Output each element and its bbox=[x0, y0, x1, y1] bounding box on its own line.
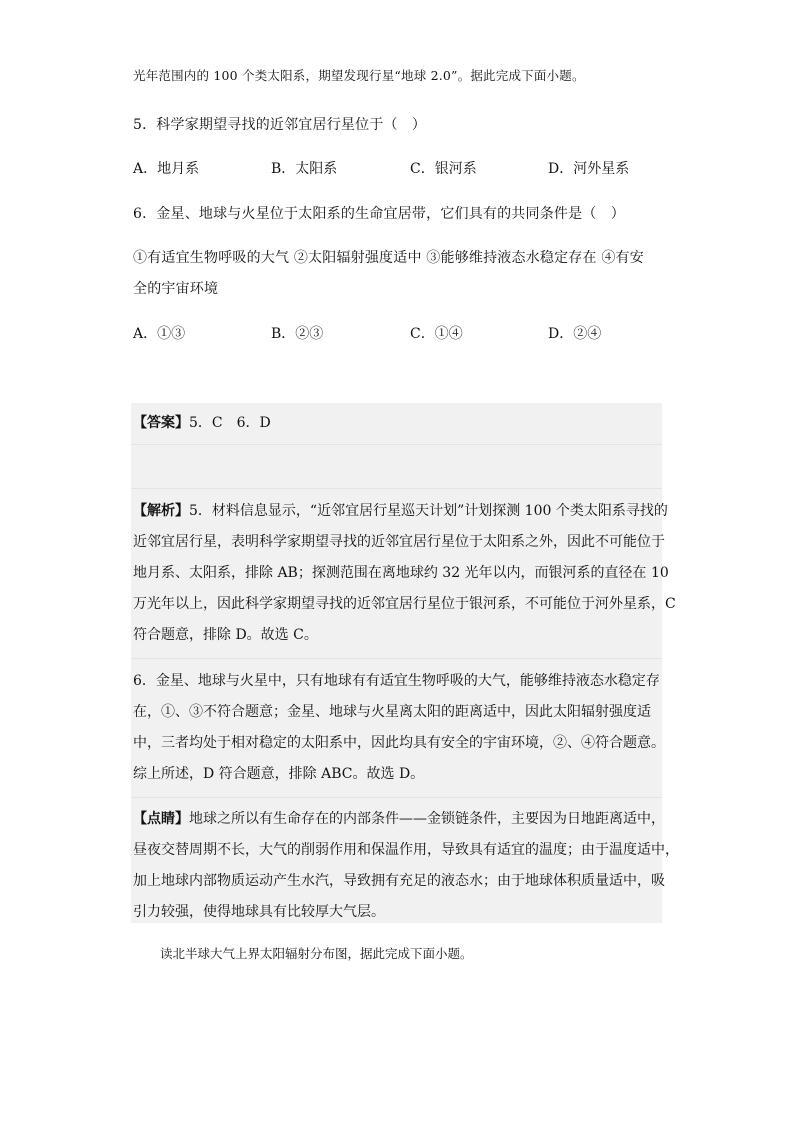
q6-option-a: A．①③ bbox=[133, 326, 186, 342]
q6-option-d: D．②④ bbox=[548, 326, 602, 342]
analysis-line: 地月系、太阳系，排除 AB；探测范围在离地球约 32 光年以内，而银河系的直径在 10 bbox=[133, 565, 669, 581]
divider bbox=[131, 658, 662, 659]
analysis-line: 综上所述，D 符合题意，排除 ABC。故选 D。 bbox=[133, 766, 425, 782]
insight-line: 加上地球内部物质运动产生水汽，导致拥有充足的液态水；由于地球体积质量适中，吸 bbox=[133, 873, 665, 889]
q6-conditions-line-1: ①有适宜生物呼吸的大气 ②太阳辐射强度适中 ③能够维持液态水稳定存在 ④有安 bbox=[133, 250, 644, 266]
insight-line bbox=[133, 808, 665, 828]
intro-text: 光年范围内的 100 个类太阳系，期望发现行星“地球 2.0”。据此完成下面小题。 bbox=[133, 68, 585, 83]
analysis-line bbox=[133, 500, 668, 520]
analysis-line: 万光年以上，因此科学家期望寻找的近邻宜居行星位于银河系，不可能位于河外星系，C bbox=[133, 596, 676, 612]
answer-row bbox=[133, 412, 271, 432]
analysis-line: 6．金星、地球与火星中，只有地球有有适宜生物呼吸的大气，能够维持液态水稳定存 bbox=[133, 673, 660, 689]
question-6-stem: 6．金星、地球与火星位于太阳系的生命宜居带，它们具有的共同条件是（ ） bbox=[133, 206, 625, 222]
insight-line: 引力较强，使得地球具有比较厚大气层。 bbox=[133, 904, 385, 920]
insight-line: 昼夜交替周期不长，大气的削弱作用和保温作用，导致具有适宜的温度；由于温度适中， bbox=[133, 842, 679, 858]
insight-tag: 【点睛】 bbox=[133, 811, 189, 827]
divider bbox=[131, 797, 662, 798]
q5-option-a: A．地月系 bbox=[133, 161, 200, 177]
question-5-stem: 5．科学家期望寻找的近邻宜居行星位于（ ） bbox=[133, 117, 427, 133]
answer-tag: 【答案】 bbox=[133, 415, 189, 431]
next-section-text: 读北半球大气上界太阳辐射分布图，据此完成下面小题。 bbox=[160, 946, 473, 961]
analysis-tag: 【解析】 bbox=[133, 503, 189, 519]
divider bbox=[131, 444, 662, 445]
q5-option-d: D．河外星系 bbox=[548, 161, 630, 177]
analysis-line: 近邻宜居行星，表明科学家期望寻找的近邻宜居行星位于太阳系之外，因此不可能位于 bbox=[133, 534, 665, 550]
analysis-line: 符合题意，排除 D。故选 C。 bbox=[133, 627, 318, 643]
q5-option-b: B．太阳系 bbox=[271, 161, 338, 177]
analysis-text: 5．材料信息显示，“近邻宜居行星巡天计划”计划探测 100 个类太阳系寻找的 bbox=[189, 503, 668, 519]
analysis-line: 中，三者均处于相对稳定的太阳系中，因此均具有安全的宇宙环境，②、④符合题意。 bbox=[133, 735, 665, 751]
answer-text: 5．C 6．D bbox=[189, 415, 271, 431]
analysis-line: 在，①、③不符合题意；金星、地球与火星离太阳的距离适中，因此太阳辐射强度适 bbox=[133, 704, 651, 720]
q5-option-c: C．银河系 bbox=[410, 161, 477, 177]
q6-option-b: B．②③ bbox=[271, 326, 324, 342]
insight-text: 地球之所以有生命存在的内部条件——金锁链条件，主要因为日地距离适中， bbox=[189, 811, 665, 827]
q6-conditions-line-2: 全的宇宙环境 bbox=[133, 281, 219, 297]
divider bbox=[131, 488, 662, 489]
q6-option-c: C．①④ bbox=[410, 326, 463, 342]
